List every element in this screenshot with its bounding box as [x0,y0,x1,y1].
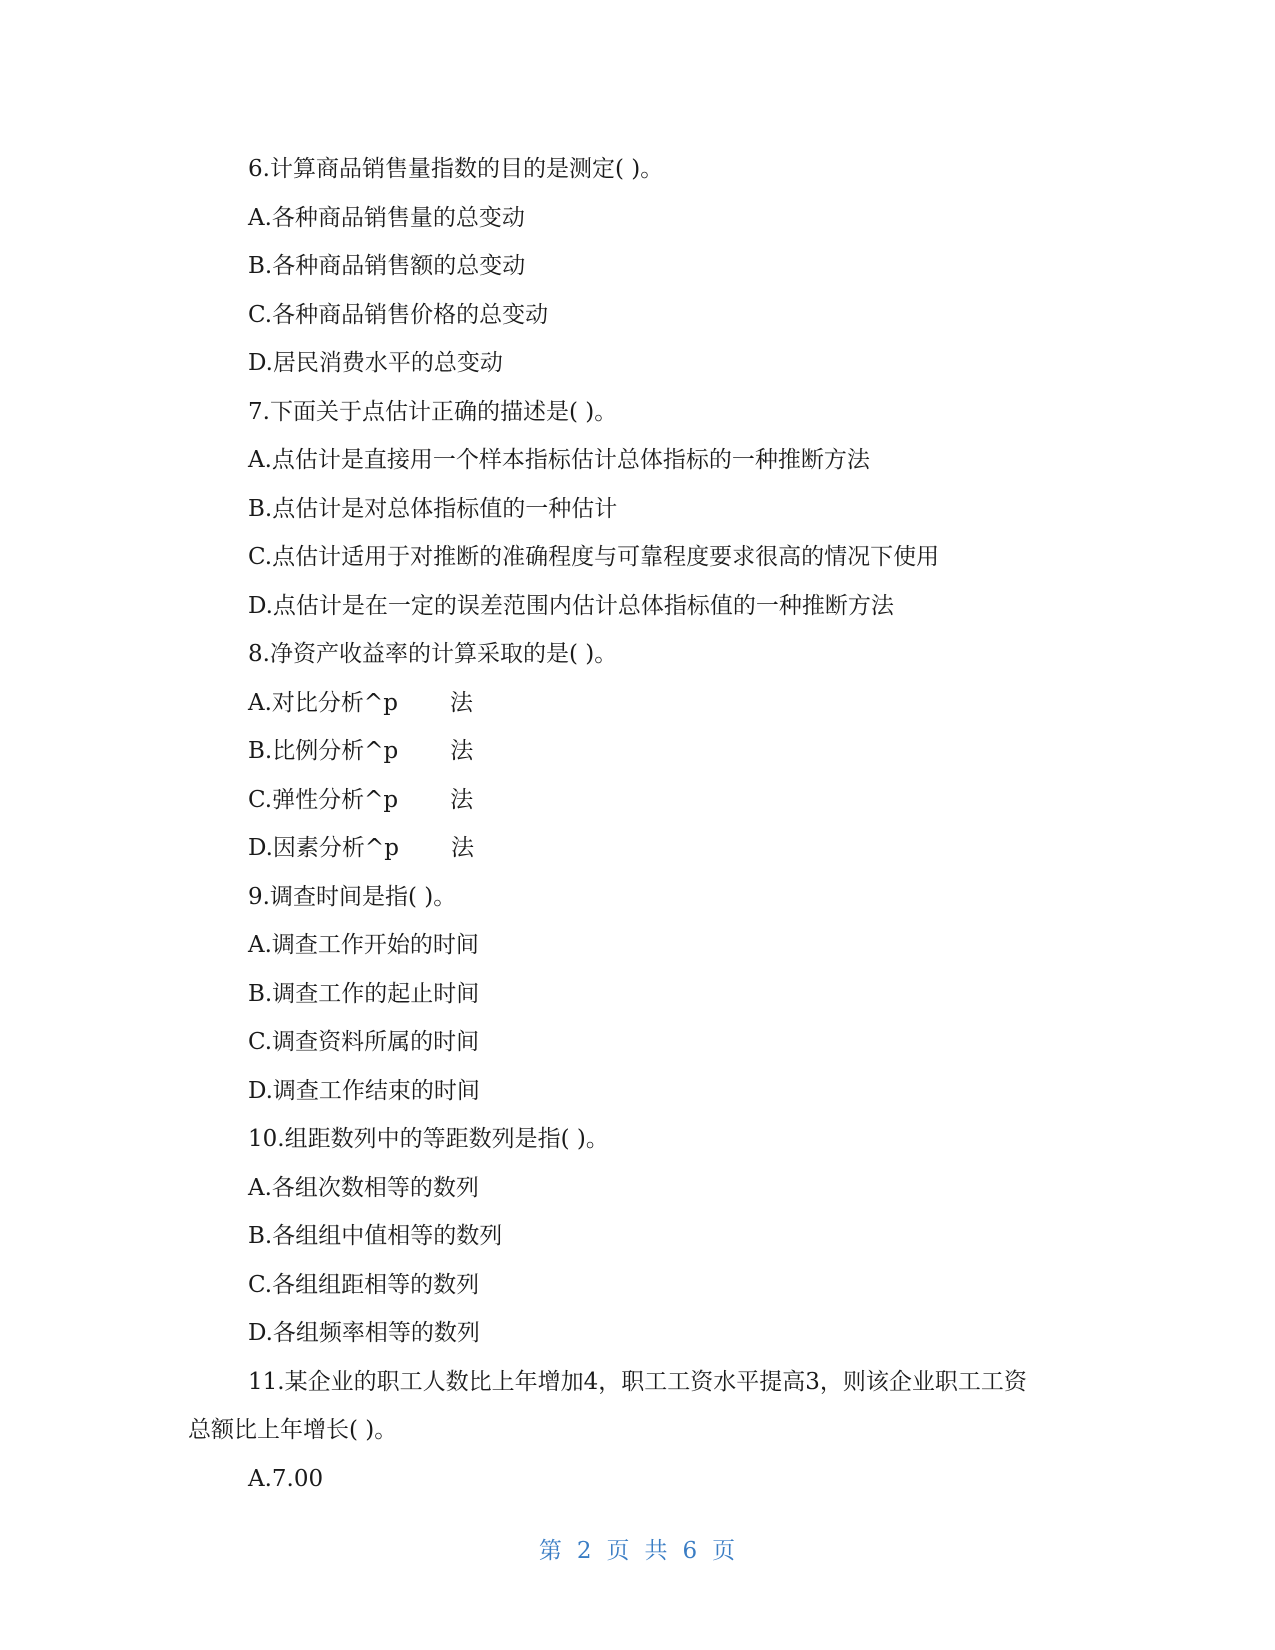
question-10-option-d: D.各组频率相等的数列 [248,1320,480,1346]
footer-label-ye: 页 [606,1538,631,1564]
page-footer [0,1532,1275,1565]
question-7-stem: 7.下面关于点估计正确的描述是( )。 [248,398,618,425]
question-8-option-a [188,679,1088,728]
question-7-option-c: C.点估计适用于对推断的准确程度与可靠程度要求很高的情况下使用 [248,544,940,570]
question-10-option-b: B.各组组中值相等的数列 [248,1223,503,1249]
question-6-option-d: D.居民消费水平的总变动 [248,350,503,376]
question-7-option-a: A.点估计是直接用一个样本指标估计总体指标的一种推断方法 [248,447,870,473]
question-10-stem: 10.组距数列中的等距数列是指( )。 [248,1126,609,1152]
question-7-option-b: B.点估计是对总体指标值的一种估计 [248,495,618,522]
question-6-option-a: A.各种商品销售量的总变动 [248,204,525,231]
question-10-option-a: A.各组次数相等的数列 [248,1174,479,1201]
question-11-stem: 11.某企业的职工人数比上年增加4，职工工资水平提高3，则该企业职工工资 [248,1368,1027,1395]
option-text-tail: 法 [450,835,474,861]
question-11-stem-continued: 总额比上年增长( )。 [188,1417,398,1443]
question-8-option-b [188,727,1088,776]
question-9-option-b: B.调查工作的起止时间 [248,980,480,1007]
footer-label-ye-2: 页 [712,1538,737,1564]
question-9-option-c: C.调查资料所属的时间 [248,1029,480,1055]
question-9-option-d: D.调查工作结束的时间 [248,1077,480,1104]
question-9-stem: 9.调查时间是指( )。 [248,883,457,910]
question-6-option-c: C.各种商品销售价格的总变动 [248,301,549,328]
page-content [188,145,1088,1503]
option-text-tail: 法 [450,738,474,764]
question-7-option-d: D.点估计是在一定的误差范围内估计总体指标值的一种推断方法 [248,592,894,619]
question-10-option-c: C.各组组距相等的数列 [248,1271,480,1298]
question-8-stem: 8.净资产收益率的计算采取的是( )。 [248,641,618,667]
question-8-option-c [188,776,1088,825]
question-6-stem: 6.计算商品销售量指数的目的是测定( )。 [248,156,664,182]
option-text-tail: 法 [450,786,474,813]
question-9-option-a: A.调查工作开始的时间 [248,932,479,958]
option-text: B.比例分析^p [248,738,399,764]
option-text: A.对比分析^p [248,689,398,716]
footer-total-pages: 6 [682,1538,699,1564]
footer-label-di: 第 [538,1538,563,1564]
option-text-tail: 法 [449,689,473,716]
option-text: D.因素分析^p [248,835,399,861]
footer-label-gong: 共 [644,1538,669,1564]
question-6-option-b: B.各种商品销售额的总变动 [248,253,526,279]
question-11-option-a: A.7.00 [248,1465,324,1492]
question-8-option-d [188,824,1088,873]
option-text: C.弹性分析^p [248,786,399,813]
footer-current-page: 2 [576,1538,593,1564]
